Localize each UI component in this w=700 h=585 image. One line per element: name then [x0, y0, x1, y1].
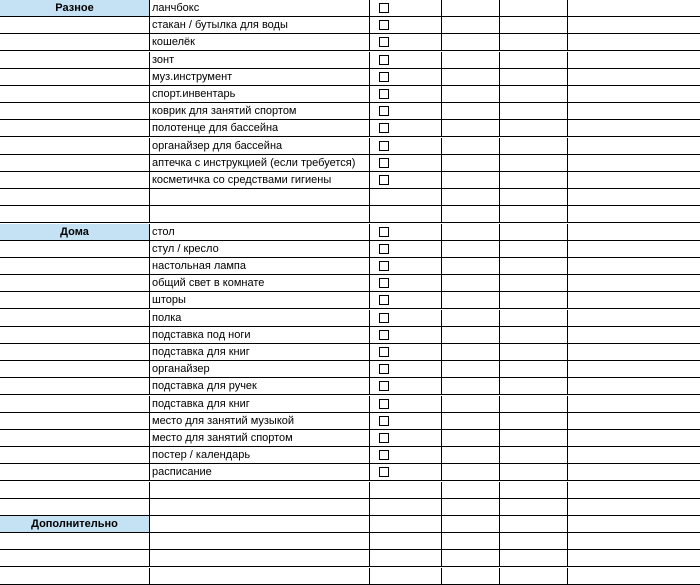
blank-cell[interactable] [568, 206, 700, 223]
section-cell [0, 120, 150, 137]
blank-cell[interactable] [442, 52, 500, 69]
checkbox[interactable] [379, 467, 389, 477]
checkbox-cell [370, 258, 442, 275]
blank-cell[interactable] [568, 310, 700, 327]
blank-cell[interactable] [150, 533, 370, 550]
item-label: полотенце для бассейна [150, 120, 370, 137]
checklist-row [0, 258, 700, 275]
section-cell [0, 69, 150, 86]
section-title: Дома [0, 224, 150, 241]
blank-cell[interactable] [0, 499, 150, 516]
checkbox[interactable] [379, 141, 389, 151]
blank-cell[interactable] [568, 378, 700, 395]
blank-cell[interactable] [442, 550, 500, 567]
checklist-row [0, 413, 700, 430]
checkbox[interactable] [379, 20, 389, 30]
blank-cell[interactable] [500, 155, 568, 172]
blank-cell[interactable] [568, 275, 700, 292]
blank-cell[interactable] [568, 292, 700, 309]
section-cell [0, 34, 150, 51]
item-label: спорт.инвентарь [150, 86, 370, 103]
blank-cell[interactable] [568, 396, 700, 413]
blank-cell[interactable] [568, 34, 700, 51]
blank-cell[interactable] [150, 499, 370, 516]
item-label: стол [150, 224, 370, 241]
checklist-row [0, 310, 700, 327]
blank-cell[interactable] [568, 413, 700, 430]
blank-cell[interactable] [442, 86, 500, 103]
blank-cell[interactable] [150, 189, 370, 206]
empty-row [0, 568, 700, 585]
blank-cell[interactable] [442, 103, 500, 120]
item-label: расписание [150, 464, 370, 481]
section-cell [0, 447, 150, 464]
empty-row [0, 189, 700, 206]
section-cell [0, 292, 150, 309]
checkbox[interactable] [379, 313, 389, 323]
blank-cell[interactable] [442, 189, 500, 206]
section-cell [0, 241, 150, 258]
blank-cell[interactable] [370, 189, 442, 206]
checklist-row [0, 275, 700, 292]
blank-cell[interactable] [568, 533, 700, 550]
blank-cell[interactable] [500, 327, 568, 344]
blank-cell[interactable] [500, 310, 568, 327]
blank-cell[interactable] [500, 516, 568, 533]
blank-cell[interactable] [442, 34, 500, 51]
checkbox[interactable] [379, 399, 389, 409]
blank-cell[interactable] [568, 172, 700, 189]
checkbox[interactable] [379, 158, 389, 168]
section-cell [0, 464, 150, 481]
checkbox[interactable] [379, 175, 389, 185]
section-cell [0, 155, 150, 172]
section-title: Дополнительно [0, 516, 150, 533]
blank-cell[interactable] [568, 155, 700, 172]
checkbox-cell [370, 69, 442, 86]
checkbox-cell [370, 413, 442, 430]
checkbox[interactable] [379, 89, 389, 99]
checklist-row [0, 344, 700, 361]
item-label: аптечка с инструкцией (если требуется) [150, 155, 370, 172]
item-cell [150, 516, 370, 533]
checkbox-cell [370, 241, 442, 258]
checkbox[interactable] [379, 3, 389, 13]
checkbox[interactable] [379, 37, 389, 47]
blank-cell[interactable] [500, 34, 568, 51]
blank-cell[interactable] [442, 430, 500, 447]
item-label: полка [150, 310, 370, 327]
blank-cell[interactable] [568, 568, 700, 585]
blank-cell[interactable] [568, 120, 700, 137]
blank-cell[interactable] [568, 86, 700, 103]
section-cell [0, 258, 150, 275]
blank-cell[interactable] [442, 344, 500, 361]
section-header-row [0, 224, 700, 241]
blank-cell[interactable] [442, 464, 500, 481]
blank-cell[interactable] [150, 482, 370, 499]
checklist-row [0, 34, 700, 51]
blank-cell[interactable] [500, 396, 568, 413]
item-label: ланчбокс [150, 0, 370, 17]
checkbox-cell [370, 224, 442, 241]
blank-cell[interactable] [500, 206, 568, 223]
checkbox-cell [370, 361, 442, 378]
checkbox-cell [370, 275, 442, 292]
item-label: косметичка со средствами гигиены [150, 172, 370, 189]
checkbox-cell [370, 516, 442, 533]
checkbox[interactable] [379, 227, 389, 237]
section-cell [0, 430, 150, 447]
checklist-row [0, 361, 700, 378]
item-label: шторы [150, 292, 370, 309]
blank-cell[interactable] [442, 447, 500, 464]
blank-cell[interactable] [500, 103, 568, 120]
blank-cell[interactable] [500, 430, 568, 447]
blank-cell[interactable] [500, 138, 568, 155]
blank-cell[interactable] [442, 413, 500, 430]
item-label: подставка под ноги [150, 327, 370, 344]
blank-cell[interactable] [568, 0, 700, 17]
blank-cell[interactable] [500, 464, 568, 481]
blank-cell[interactable] [442, 310, 500, 327]
blank-cell[interactable] [442, 533, 500, 550]
blank-cell[interactable] [500, 550, 568, 567]
blank-cell[interactable] [442, 172, 500, 189]
item-label: органайзер для бассейна [150, 138, 370, 155]
checkbox[interactable] [379, 295, 389, 305]
blank-cell[interactable] [0, 206, 150, 223]
blank-cell[interactable] [568, 17, 700, 34]
checkbox[interactable] [379, 381, 389, 391]
checklist-row [0, 292, 700, 309]
checklist-row [0, 69, 700, 86]
blank-cell[interactable] [500, 52, 568, 69]
checklist-row [0, 138, 700, 155]
checkbox-cell [370, 344, 442, 361]
blank-cell[interactable] [0, 550, 150, 567]
blank-cell[interactable] [500, 69, 568, 86]
blank-cell[interactable] [568, 430, 700, 447]
item-label: место для занятий спортом [150, 430, 370, 447]
blank-cell[interactable] [568, 69, 700, 86]
section-header-row [0, 516, 700, 533]
checkbox[interactable] [379, 450, 389, 460]
checkbox-cell [370, 464, 442, 481]
empty-row [0, 482, 700, 499]
checkbox-cell [370, 327, 442, 344]
blank-cell[interactable] [500, 413, 568, 430]
checkbox[interactable] [379, 278, 389, 288]
checklist-row [0, 17, 700, 34]
blank-cell[interactable] [442, 0, 500, 17]
checkbox[interactable] [379, 364, 389, 374]
blank-cell[interactable] [500, 86, 568, 103]
blank-cell[interactable] [442, 155, 500, 172]
section-cell [0, 310, 150, 327]
blank-cell[interactable] [442, 120, 500, 137]
section-header-row [0, 0, 700, 17]
blank-cell[interactable] [442, 482, 500, 499]
checklist-row [0, 430, 700, 447]
section-cell [0, 172, 150, 189]
item-label: стакан / бутылка для воды [150, 17, 370, 34]
blank-cell[interactable] [150, 568, 370, 585]
empty-row [0, 533, 700, 550]
blank-cell[interactable] [442, 378, 500, 395]
blank-cell[interactable] [568, 103, 700, 120]
blank-cell[interactable] [0, 533, 150, 550]
blank-cell[interactable] [500, 275, 568, 292]
item-label: подставка для книг [150, 396, 370, 413]
checkbox[interactable] [379, 416, 389, 426]
blank-cell[interactable] [568, 189, 700, 206]
checkbox-cell [370, 378, 442, 395]
checklist-row [0, 155, 700, 172]
blank-cell[interactable] [568, 499, 700, 516]
blank-cell[interactable] [500, 568, 568, 585]
blank-cell[interactable] [568, 258, 700, 275]
item-label: органайзер [150, 361, 370, 378]
blank-cell[interactable] [568, 516, 700, 533]
checkbox-cell [370, 17, 442, 34]
checklist-row [0, 464, 700, 481]
checkbox-cell [370, 120, 442, 137]
checkbox-cell [370, 310, 442, 327]
checkbox-cell [370, 34, 442, 51]
blank-cell[interactable] [500, 189, 568, 206]
blank-cell[interactable] [370, 550, 442, 567]
section-cell [0, 413, 150, 430]
blank-cell[interactable] [442, 69, 500, 86]
blank-cell[interactable] [370, 533, 442, 550]
checkbox-cell [370, 86, 442, 103]
checkbox-cell [370, 396, 442, 413]
item-label: стул / кресло [150, 241, 370, 258]
blank-cell[interactable] [500, 447, 568, 464]
blank-cell[interactable] [500, 361, 568, 378]
checklist-row [0, 103, 700, 120]
checklist-row [0, 172, 700, 189]
checkbox-cell [370, 52, 442, 69]
section-cell [0, 138, 150, 155]
item-label: кошелёк [150, 34, 370, 51]
blank-cell[interactable] [442, 327, 500, 344]
checklist-row [0, 378, 700, 395]
blank-cell[interactable] [0, 189, 150, 206]
section-cell [0, 103, 150, 120]
checkbox[interactable] [379, 261, 389, 271]
blank-cell[interactable] [442, 361, 500, 378]
checkbox[interactable] [379, 123, 389, 133]
section-cell [0, 86, 150, 103]
item-label: коврик для занятий спортом [150, 103, 370, 120]
checklist-row [0, 396, 700, 413]
blank-cell[interactable] [442, 138, 500, 155]
blank-cell[interactable] [568, 327, 700, 344]
checkbox-cell [370, 292, 442, 309]
blank-cell[interactable] [500, 120, 568, 137]
blank-cell[interactable] [0, 482, 150, 499]
checkbox[interactable] [379, 106, 389, 116]
checkbox-cell [370, 155, 442, 172]
blank-cell[interactable] [500, 224, 568, 241]
item-label: муз.инструмент [150, 69, 370, 86]
blank-cell[interactable] [442, 499, 500, 516]
item-label: настольная лампа [150, 258, 370, 275]
section-cell [0, 378, 150, 395]
blank-cell[interactable] [442, 224, 500, 241]
checkbox[interactable] [379, 244, 389, 254]
blank-cell[interactable] [568, 482, 700, 499]
blank-cell[interactable] [442, 568, 500, 585]
empty-row [0, 499, 700, 516]
blank-cell[interactable] [568, 52, 700, 69]
item-label: постер / календарь [150, 447, 370, 464]
section-cell [0, 361, 150, 378]
blank-cell[interactable] [370, 206, 442, 223]
blank-cell[interactable] [442, 258, 500, 275]
checkbox-cell [370, 0, 442, 17]
item-label: место для занятий музыкой [150, 413, 370, 430]
blank-cell[interactable] [500, 533, 568, 550]
blank-cell[interactable] [442, 206, 500, 223]
blank-cell[interactable] [500, 344, 568, 361]
checkbox-cell [370, 447, 442, 464]
checkbox-cell [370, 103, 442, 120]
section-cell [0, 327, 150, 344]
blank-cell[interactable] [500, 172, 568, 189]
blank-cell[interactable] [150, 550, 370, 567]
checklist-row [0, 327, 700, 344]
empty-row [0, 206, 700, 223]
section-cell [0, 396, 150, 413]
blank-cell[interactable] [442, 292, 500, 309]
section-cell [0, 344, 150, 361]
blank-cell[interactable] [568, 344, 700, 361]
blank-cell[interactable] [568, 138, 700, 155]
blank-cell[interactable] [442, 17, 500, 34]
empty-row [0, 550, 700, 567]
blank-cell[interactable] [500, 378, 568, 395]
blank-cell[interactable] [370, 568, 442, 585]
blank-cell[interactable] [370, 482, 442, 499]
blank-cell[interactable] [442, 241, 500, 258]
blank-cell[interactable] [150, 206, 370, 223]
blank-cell[interactable] [442, 516, 500, 533]
blank-cell[interactable] [500, 292, 568, 309]
blank-cell[interactable] [0, 568, 150, 585]
checkbox-cell [370, 138, 442, 155]
blank-cell[interactable] [442, 396, 500, 413]
item-label: подставка для ручек [150, 378, 370, 395]
blank-cell[interactable] [442, 275, 500, 292]
section-cell [0, 52, 150, 69]
item-label: подставка для книг [150, 344, 370, 361]
blank-cell[interactable] [500, 0, 568, 17]
section-title: Разное [0, 0, 150, 17]
blank-cell[interactable] [500, 499, 568, 516]
checklist-row [0, 120, 700, 137]
checkbox[interactable] [379, 433, 389, 443]
checkbox[interactable] [379, 72, 389, 82]
checklist-row [0, 241, 700, 258]
checklist-row [0, 52, 700, 69]
item-label: общий свет в комнате [150, 275, 370, 292]
blank-cell[interactable] [568, 241, 700, 258]
blank-cell[interactable] [500, 482, 568, 499]
section-cell [0, 17, 150, 34]
checkbox[interactable] [379, 330, 389, 340]
checkbox-cell [370, 430, 442, 447]
blank-cell[interactable] [568, 447, 700, 464]
blank-cell[interactable] [568, 361, 700, 378]
checkbox[interactable] [379, 347, 389, 357]
section-cell [0, 275, 150, 292]
blank-cell[interactable] [568, 464, 700, 481]
blank-cell[interactable] [370, 499, 442, 516]
blank-cell[interactable] [500, 241, 568, 258]
blank-cell[interactable] [500, 17, 568, 34]
checklist-row [0, 86, 700, 103]
item-label: зонт [150, 52, 370, 69]
blank-cell[interactable] [568, 224, 700, 241]
blank-cell[interactable] [500, 258, 568, 275]
blank-cell[interactable] [568, 550, 700, 567]
checkbox[interactable] [379, 55, 389, 65]
checklist-row [0, 447, 700, 464]
checkbox-cell [370, 172, 442, 189]
